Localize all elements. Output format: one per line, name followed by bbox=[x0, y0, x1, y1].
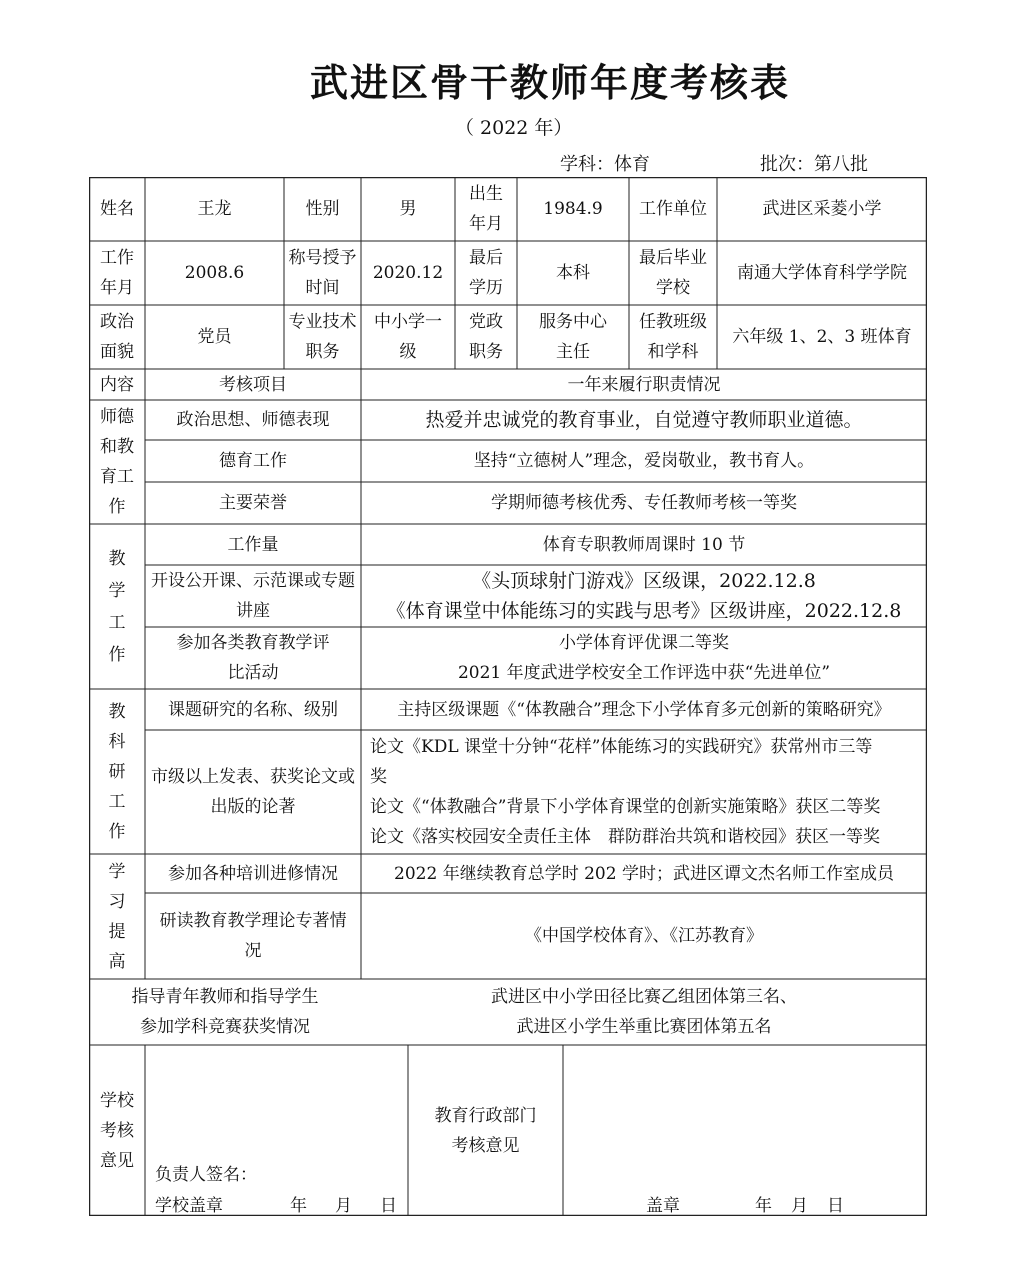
dept-opinion-label: 教育行政部门考核意见 bbox=[434, 1106, 537, 1156]
class-subject-value: 六年级 1、2、3 班体育 bbox=[732, 327, 912, 347]
tech-title-label: 专业技术职务 bbox=[288, 312, 357, 362]
topic-item: 课题研究的名称、级别 bbox=[168, 699, 338, 720]
unit-label: 工作单位 bbox=[639, 199, 707, 219]
ethics-value-2: 坚持“立德树人”理念，爱岗敬业，教书育人。 bbox=[473, 451, 815, 471]
education-value: 本科 bbox=[556, 263, 590, 283]
teaching-section-label: 教学工作 bbox=[108, 548, 126, 665]
title-date-label: 称号授予时间 bbox=[288, 248, 357, 298]
open-class-value bbox=[361, 565, 927, 627]
education-label: 最后学历 bbox=[469, 248, 503, 298]
dept-seal-label: 盖章 bbox=[646, 1196, 680, 1216]
assessment-table bbox=[89, 177, 927, 1216]
paper-line-3: 论文《“体教融合”背景下小学体育课堂的创新实施策略》获区二等奖 bbox=[370, 797, 881, 817]
papers-value bbox=[361, 730, 927, 854]
paper-line-2: 奖 bbox=[370, 767, 387, 787]
research-section-label: 教科研工作 bbox=[108, 701, 126, 842]
subject-label: 学科：体育 bbox=[560, 154, 650, 175]
training-item: 参加各种培训进修情况 bbox=[168, 863, 338, 884]
school-day-label: 日 bbox=[380, 1196, 397, 1216]
dept-year-label: 年 bbox=[755, 1196, 772, 1216]
school-year-label: 年 bbox=[290, 1196, 307, 1216]
ethics-section-label: 师德和教育工作 bbox=[100, 407, 134, 517]
topic-value: 主持区级课题《“体教融合”理念下小学体育多元创新的策略研究》 bbox=[397, 699, 891, 720]
title-date-value: 2020.12 bbox=[372, 263, 444, 283]
political-value: 党员 bbox=[197, 327, 232, 347]
class-subject-label: 任教班级和学科 bbox=[639, 312, 707, 362]
paper-line-1: 论文《KDL 课堂十分钟“花样”体能练习的实践研究》获常州市三等 bbox=[370, 737, 873, 757]
school-value: 南通大学体育科学学院 bbox=[737, 263, 907, 283]
ethics-value-3: 学期师德考核优秀、专任教师考核一等奖 bbox=[491, 493, 797, 513]
contest-item: 参加各类教育教学评比活动 bbox=[176, 633, 330, 683]
school-opinion-label: 学校考核意见 bbox=[100, 1090, 134, 1171]
reading-value: 《中国学校体育》、《江苏教育》 bbox=[525, 926, 763, 946]
workload-item: 工作量 bbox=[227, 534, 279, 555]
open-class-item: 开设公开课、示范课或专题讲座 bbox=[151, 571, 355, 621]
guidance-line-2: 武进区小学生举重比赛团体第五名 bbox=[516, 1017, 772, 1037]
reading-item: 研读教育教学理论专著情况 bbox=[159, 911, 347, 961]
name-label: 姓名 bbox=[100, 199, 134, 219]
gender-label: 性别 bbox=[305, 199, 340, 219]
unit-value: 武进区采菱小学 bbox=[762, 199, 882, 219]
workload-value: 体育专职教师周课时 10 节 bbox=[542, 534, 746, 555]
open-class-line-1: 《头顶球射门游戏》区级课，2022.12.8 bbox=[472, 570, 816, 592]
guidance-line-1: 武进区中小学田径比赛乙组团体第三名、 bbox=[491, 987, 797, 1007]
party-post-label: 党政职务 bbox=[469, 312, 503, 362]
open-class-line-2: 《体育课堂中体能练习的实践与思考》区级讲座，2022.12.8 bbox=[386, 600, 902, 622]
contest-value bbox=[361, 627, 927, 689]
guidance-item: 指导青年教师和指导学生参加学科竞赛获奖情况 bbox=[131, 987, 319, 1037]
batch-label: 批次：第八批 bbox=[760, 154, 868, 175]
dept-month-label: 月 bbox=[791, 1196, 808, 1216]
page-title: 武进区骨干教师年度考核表 bbox=[309, 60, 790, 105]
ethics-item-2: 德育工作 bbox=[219, 451, 287, 471]
content-header: 内容 bbox=[100, 374, 134, 395]
item-header: 考核项目 bbox=[219, 374, 287, 395]
paper-line-4: 论文《落实校园安全责任主体 群防群治共筑和谐校园》获区一等奖 bbox=[370, 827, 880, 847]
political-label: 政治面貌 bbox=[100, 312, 134, 362]
work-start-value: 2008.6 bbox=[184, 263, 245, 283]
training-value: 2022 年继续教育总学时 202 学时；武进区谭文杰名师工作室成员 bbox=[394, 863, 894, 884]
gender-value: 男 bbox=[399, 199, 417, 219]
birth-label: 出生年月 bbox=[469, 184, 503, 234]
study-section-label: 学习提高 bbox=[108, 861, 126, 972]
party-post-value: 服务中心主任 bbox=[539, 312, 607, 362]
school-month-label: 月 bbox=[335, 1196, 352, 1216]
signer-label: 负责人签名： bbox=[155, 1165, 257, 1185]
ethics-item-1: 政治思想、师德表现 bbox=[176, 410, 330, 430]
performance-header: 一年来履行职责情况 bbox=[567, 374, 721, 395]
ethics-value-1: 热爱并忠诚党的教育事业，自觉遵守教师职业道德。 bbox=[425, 409, 863, 431]
dept-day-label: 日 bbox=[827, 1196, 844, 1216]
year-line: （ 2022 年） bbox=[455, 117, 573, 139]
school-seal-label: 学校盖章 bbox=[155, 1196, 223, 1216]
school-label: 最后毕业学校 bbox=[639, 248, 707, 298]
contest-line-2: 2021 年度武进学校安全工作评选中获“先进单位” bbox=[457, 663, 831, 683]
name-value: 王龙 bbox=[197, 199, 232, 219]
birth-value: 1984.9 bbox=[543, 199, 603, 219]
ethics-item-3: 主要荣誉 bbox=[219, 493, 287, 513]
work-start-label: 工作年月 bbox=[100, 248, 134, 298]
guidance-value bbox=[361, 979, 927, 1045]
papers-item: 市级以上发表、获奖论文或出版的论著 bbox=[151, 767, 355, 817]
tech-title-value: 中小学一级 bbox=[374, 312, 442, 362]
contest-line-1: 小学体育评优课二等奖 bbox=[559, 633, 729, 653]
